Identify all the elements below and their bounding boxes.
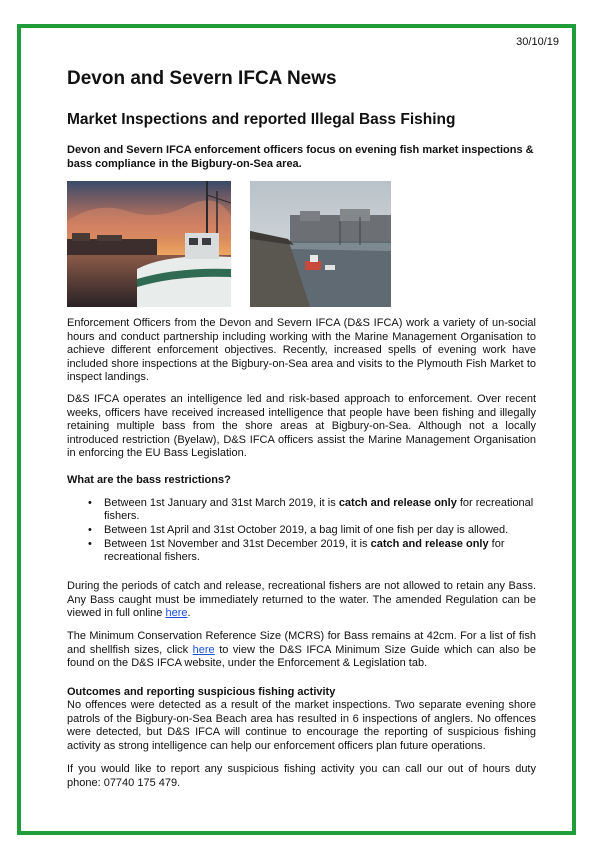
paragraph-report-phone: If you would like to report any suspicious fishing activity you can call our out of hours duty phone: 07740 175 479.	[67, 763, 536, 789]
list-item: • Between 1st November and 31st December 2019, it is catch and release only for recreational fishers.	[88, 538, 505, 563]
paragraph-intelligence-approach: D&S IFCA operates an intelligence led and risk-based approach to enforcement. Over recent weeks, officers have received increased intelligence that people have been fishing and illegally retaining multiple bass from the shore areas at Bigbury-on-Sea. Although not a locally introduced restriction (Byelaw), D&S IFCA officers assist the Marine Management Organisation in enforcing the EU Bass Legislation.	[67, 393, 536, 459]
paragraph-catch-and-release: During the periods of catch and release, recreational fishers are not allowed to retain any Bass. Any Bass caught must be immediately returned to the water. The amended Regulation can be viewed in full online here.	[67, 580, 536, 619]
bullet-icon: •	[88, 497, 92, 509]
document-date: 30/10/19	[516, 36, 559, 48]
list-item: • Between 1st April and 31st October 2019, a bag limit of one fish per day is allowed.	[88, 524, 509, 536]
regulation-link[interactable]: here	[165, 607, 188, 619]
article-headline: Market Inspections and reported Illegal Bass Fishing	[67, 111, 456, 128]
article-intro: Devon and Severn IFCA enforcement officers focus on evening fish market inspections & bass compliance in the Bigbury-on-Sea area.	[67, 144, 534, 170]
bullet-icon: •	[88, 524, 92, 536]
size-guide-link[interactable]: here	[192, 643, 215, 656]
paragraph-outcomes: No offences were detected as a result of the market inspections. Two separate evening shore patrols of the Bigbury-on-Sea Beach area has resulted in 6 inspections of anglers. No offences were detected, but D&S IFCA will continue to encourage the reporting of suspicious fishing activity as strong intelligence can help our enforcement officers plan future operations.	[67, 699, 536, 752]
list-item: • Between 1st January and 31st March 2019, it is catch and release only for recreational fishers.	[88, 497, 534, 522]
heading-outcomes: Outcomes and reporting suspicious fishing activity	[67, 686, 336, 698]
heading-bass-restrictions: What are the bass restrictions?	[67, 474, 231, 486]
bass-restrictions-list	[67, 497, 537, 565]
photo-sunset-harbour-boat	[67, 181, 231, 307]
paragraph-enforcement-officers: Enforcement Officers from the Devon and Severn IFCA (D&S IFCA) work a variety of un-social hours and conduct partnership including working with the Marine Management Organisation to achieve different enforcement objectives. Recently, increased spells of evening work have included shore inspections at the Bigbury-on-Sea area and visits to the Plymouth Fish Market to inspect landings.	[67, 317, 536, 383]
photo-harbour-quay	[250, 181, 391, 307]
newsletter-title: Devon and Severn IFCA News	[67, 68, 337, 89]
bullet-icon: •	[88, 538, 92, 550]
paragraph-mcrs: The Minimum Conservation Reference Size (MCRS) for Bass remains at 42cm. For a list of fish and shellfish sizes, click here to view the D&S IFCA Minimum Size Guide which can also be found on the D&S IFCA website, under the Enforcement & Legislation tab.	[67, 630, 536, 669]
